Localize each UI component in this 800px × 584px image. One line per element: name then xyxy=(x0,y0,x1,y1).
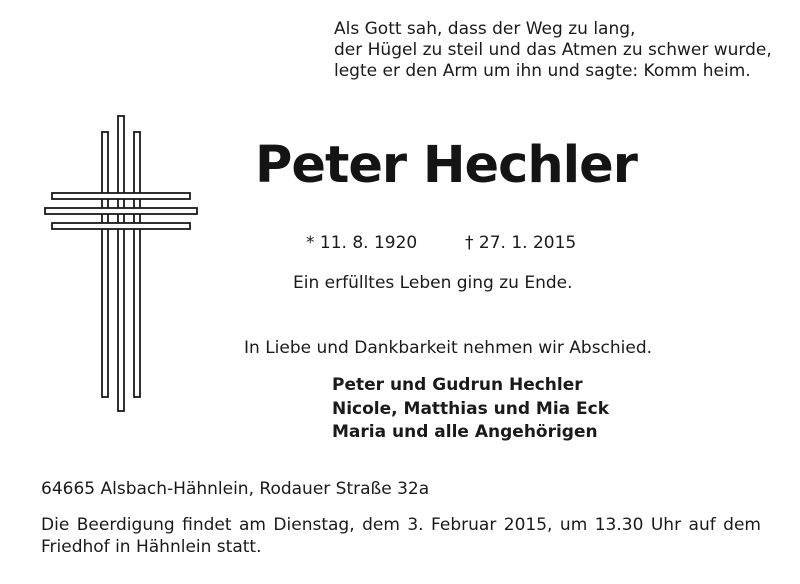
family-line: Nicole, Matthias und Mia Eck xyxy=(332,398,610,419)
birth-date: * 11. 8. 1920 xyxy=(306,233,418,253)
poem-line: Als Gott sah, dass der Weg zu lang, xyxy=(334,19,636,39)
poem-line: legte er den Arm um ihn und sagte: Komm heim. xyxy=(334,61,751,81)
poem xyxy=(334,19,772,82)
address: 64665 Alsbach-Hähnlein, Rodauer Straße 32a xyxy=(41,479,430,499)
tagline: Ein erfülltes Leben ging zu Ende. xyxy=(293,273,573,293)
family-signatures xyxy=(332,374,609,445)
funeral-notice: Die Beerdigung findet am Dienstag, dem 3. Februar 2015, um 13.30 Uhr auf dem Friedhof in Hähnlein statt. xyxy=(41,515,761,557)
death-date: † 27. 1. 2015 xyxy=(465,233,577,253)
cross-icon xyxy=(42,114,202,414)
farewell-text: In Liebe und Dankbarkeit nehmen wir Abschied. xyxy=(244,338,653,358)
family-line: Peter und Gudrun Hechler xyxy=(332,375,583,395)
family-line: Maria und alle Angehörigen xyxy=(332,422,598,442)
deceased-name: Peter Hechler xyxy=(255,136,637,195)
poem-line: der Hügel zu steil und das Atmen zu schwer wurde, xyxy=(334,40,772,60)
